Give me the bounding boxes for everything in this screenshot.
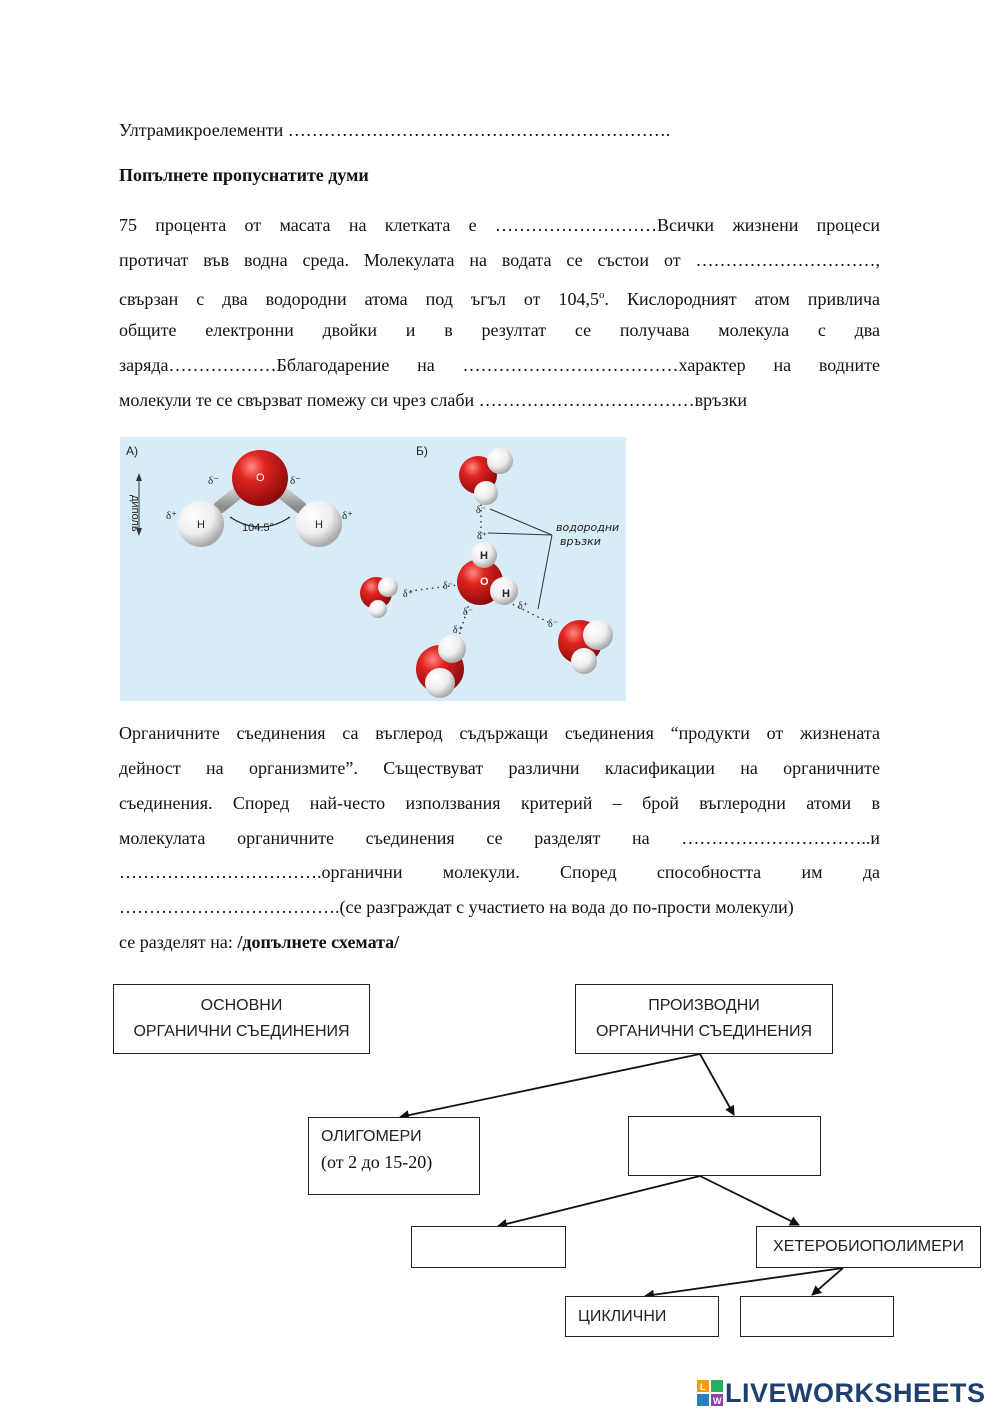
oxygen-symbol: O: [256, 472, 265, 484]
arrow-to-polymers: [700, 1054, 734, 1115]
oxygen-symbol: O: [480, 576, 489, 588]
hydrogen-symbol: H: [315, 519, 323, 531]
derived-line2: ОРГАНИЧНИ СЪЕДИНЕНИЯ: [595, 1023, 813, 1040]
liveworksheets-logo-icon: [697, 1380, 723, 1406]
header-line: Ултрамикроелементи ……………………………………………………….: [119, 120, 671, 140]
polymers-answer-box[interactable]: [628, 1116, 821, 1176]
oligomers-range: (от 2 до 15-20): [321, 1152, 433, 1172]
hetero-label: ХЕТЕРОБИОПОЛИМЕРИ: [773, 1238, 964, 1255]
heterobiopolymers-box: [756, 1226, 981, 1268]
hydrogen-symbol: H: [480, 550, 488, 562]
delta-plus: δ⁺: [403, 589, 413, 600]
paragraph2-line: ……………………………….(се разграждат с участието на вода до по-прости молекули): [119, 897, 794, 917]
oligomers-box: [308, 1117, 480, 1195]
paragraph1-line: протичат във водна среда. Молекулата на водата се състои от …………………………,: [119, 250, 880, 270]
delta-minus: δ⁻: [548, 619, 558, 630]
delta-minus: δ⁻: [208, 475, 219, 487]
basic-line2: ОРГАНИЧНИ СЪЕДИНЕНИЯ: [133, 1023, 350, 1040]
paragraph2-line: дейност на организмите”. Съществуват различни класификации на органичните: [119, 758, 880, 778]
arrow-to-oligomers: [400, 1054, 700, 1117]
basic-compounds-box: [113, 984, 370, 1054]
delta-minus: δ⁻: [443, 581, 453, 592]
svg-text:W: W: [713, 1396, 722, 1406]
arrow-to-cyclic: [645, 1268, 843, 1296]
paragraph1-line: заряда………………Бблагодарение на ………………………………характер на водните: [119, 355, 880, 375]
paragraph2-line: …………………………….органични молекули. Според способността им да: [119, 862, 880, 882]
oligomers-label: ОЛИГОМЕРИ: [321, 1128, 422, 1145]
hydrogen-symbol: H: [502, 588, 510, 600]
degree-superscript: о: [598, 289, 605, 301]
delta-minus: δ⁻: [463, 607, 473, 618]
angle-label: 104.5°: [242, 522, 274, 534]
delta-minus: δ⁻: [290, 475, 301, 487]
delta-plus: δ⁺: [342, 510, 353, 522]
paragraph1-line3-head: свързан с два водородни атома под ъгъл от 104,5: [119, 289, 599, 309]
acyclic-answer-box[interactable]: [740, 1296, 894, 1337]
delta-plus: δ⁺: [453, 625, 463, 636]
arrow-to-hetero: [700, 1176, 799, 1225]
hbond-label-1: водородни: [556, 521, 620, 534]
paragraph2-line: съединения. Според най-често използвания критерий – брой въглеродни атоми в: [119, 793, 880, 813]
dipole-label: диполь: [129, 495, 141, 532]
svg-text:L: L: [700, 1382, 706, 1392]
panel-b-label: Б): [416, 444, 428, 458]
delta-plus: δ⁺: [477, 531, 487, 542]
cyclic-label: ЦИКЛИЧНИ: [578, 1307, 667, 1325]
paragraph2-last-prefix: се разделят на:: [119, 932, 238, 952]
paragraph1-line3-tail: . Кислородният атом привлича: [604, 289, 880, 309]
derived-line1: ПРОИЗВОДНИ: [648, 997, 760, 1014]
paragraph1-line: 75 процента от масата на клетката е ………………………Всички жизнени процеси: [119, 215, 880, 235]
cyclic-box: [565, 1296, 719, 1337]
paragraph2-line: молекулата органичните съединения се разделят на …………………………..и: [119, 828, 880, 848]
basic-line1: ОСНОВНИ: [200, 997, 283, 1014]
paragraph1-line: молекули те се свързват помежу си чрез слаби ………………………………връзки: [119, 390, 747, 410]
homopolymers-answer-box[interactable]: [411, 1226, 566, 1268]
hydrogen-symbol: H: [197, 519, 205, 531]
paragraph1-line: общите електронни двойки и в резултат се получава молекула с два: [119, 320, 880, 340]
watermark-text: LIVEWORKSHEETS: [725, 1377, 986, 1408]
delta-minus: δ⁻: [476, 505, 486, 516]
task-title: Попълнете пропуснатите думи: [119, 165, 369, 185]
liveworksheets-watermark: [697, 1376, 986, 1410]
derived-compounds-box: [575, 984, 833, 1054]
hbond-label-2: връзки: [560, 535, 601, 548]
delta-plus: δ⁺: [518, 601, 528, 612]
arrow-to-homo: [498, 1176, 700, 1226]
fill-scheme-instruction: /допълнете схемата/: [237, 932, 400, 952]
paragraph2-line: Органичните съединения са въглерод съдържащи съединения “продукти от жизнената: [119, 723, 880, 743]
panel-a-label: А): [126, 444, 138, 458]
delta-plus: δ⁺: [166, 510, 177, 522]
